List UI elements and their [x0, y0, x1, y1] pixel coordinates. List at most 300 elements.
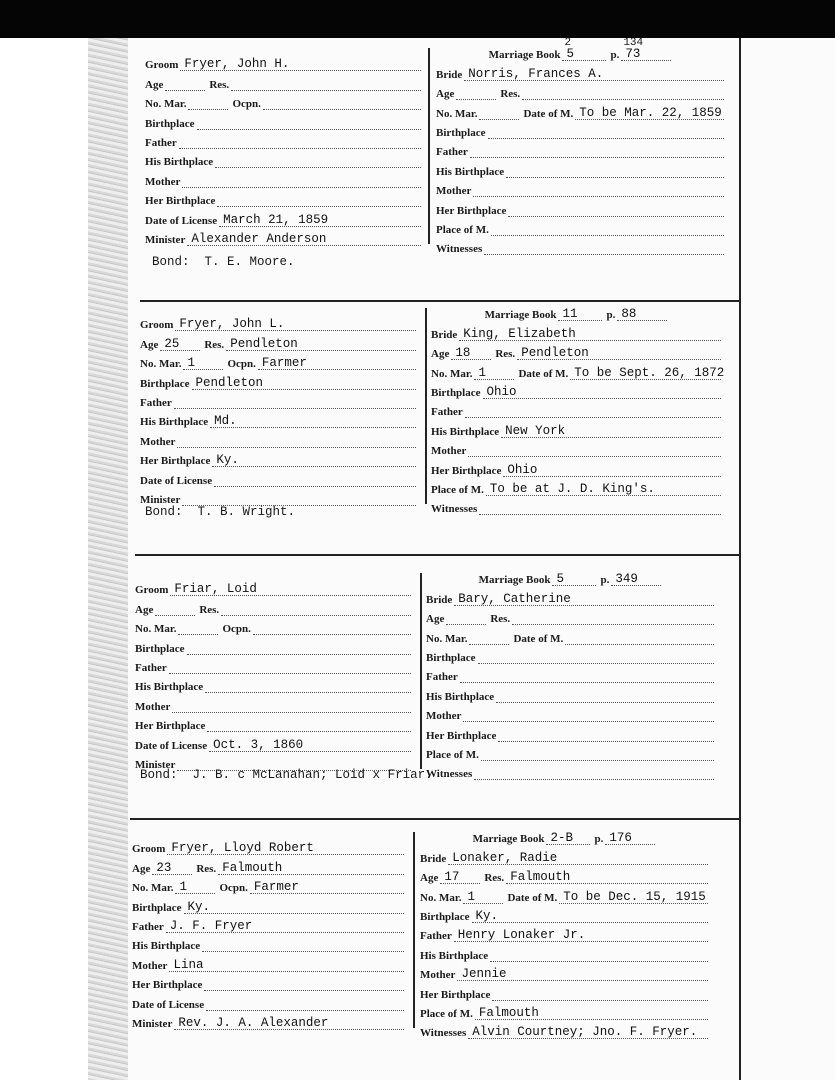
bride-column — [420, 826, 712, 1039]
groom-field-row — [145, 149, 425, 168]
page-note: 134 — [623, 37, 644, 50]
bride-her-birthplace-field — [508, 202, 724, 217]
groom-res-value: Pendleton — [230, 336, 298, 351]
minister-label: Minister — [135, 758, 176, 771]
groom-birthplace-value: Ky. — [187, 899, 211, 914]
bride-age-value: 18 — [455, 346, 471, 361]
no-mar-label: No. Mar. — [426, 632, 468, 645]
groom-birthplace-field — [192, 375, 417, 390]
bride-column — [436, 37, 728, 256]
bride-age-field — [440, 869, 480, 884]
groom-ocpn-field — [263, 95, 421, 110]
bride-place-of-m-field — [481, 746, 714, 761]
groom-res-field — [221, 601, 411, 616]
bride-birthplace-value: Ky. — [475, 908, 499, 923]
bride-field-row — [420, 845, 712, 864]
bride-field-row — [426, 703, 718, 722]
bride-name-field — [448, 850, 708, 865]
bride-field-row — [436, 81, 728, 100]
bride-his-birthplace-field — [496, 688, 714, 703]
father-label: Father — [135, 661, 167, 674]
father-label: Father — [140, 396, 172, 409]
groom-field-row — [145, 227, 425, 246]
groom-field-row — [140, 487, 420, 506]
mother-label: Mother — [145, 175, 181, 188]
groom-his-birthplace-field — [210, 413, 416, 428]
scan-top-border — [0, 0, 835, 38]
no-mar-label: No. Mar. — [436, 107, 478, 120]
groom-minister-field — [174, 1015, 404, 1030]
bride-father-field — [454, 927, 708, 942]
birthplace-label: Birthplace — [420, 910, 470, 923]
bride-father-value: Henry Lonaker Jr. — [457, 928, 586, 943]
his-birthplace-label: His Birthplace — [420, 949, 489, 962]
groom-age-field — [165, 76, 205, 91]
groom-field-row — [140, 467, 420, 486]
groom-field-row — [145, 168, 425, 187]
bride-res-field — [512, 610, 714, 625]
bride-mother-field — [473, 182, 724, 197]
bride-field-row — [420, 981, 712, 1000]
marriage-book-header — [431, 302, 725, 321]
groom-field-row — [135, 732, 415, 751]
groom-father-field — [179, 134, 421, 149]
groom-father-field — [174, 394, 416, 409]
bride-label: Bride — [436, 68, 463, 81]
groom-field-row — [132, 836, 408, 855]
bride-field-row — [431, 477, 725, 496]
bride-place-of-m-field — [475, 1005, 708, 1020]
groom-his-birthplace-field — [205, 678, 411, 693]
place-of-m-label: Place of M. — [426, 748, 479, 761]
bride-his-birthplace-field — [490, 947, 708, 962]
bride-name-field — [454, 591, 714, 606]
res-label: Res. — [490, 613, 511, 626]
bride-birthplace-value: Ohio — [486, 384, 517, 399]
his-birthplace-label: His Birthplace — [426, 690, 495, 703]
groom-father-field — [169, 659, 411, 674]
page-field — [605, 830, 655, 845]
groom-field-row — [132, 991, 408, 1010]
bride-field-row — [431, 321, 725, 340]
groom-birthplace-field — [187, 640, 412, 655]
scan-card-edge — [88, 38, 128, 1080]
father-label: Father — [132, 920, 164, 933]
groom-date-of-license-value: March 21, 1859 — [223, 212, 329, 227]
bride-field-row — [436, 100, 728, 119]
groom-date-of-license-field — [209, 737, 411, 752]
groom-field-row — [145, 110, 425, 129]
groom-minister-field — [182, 491, 416, 506]
date-of-license-label: Date of License — [135, 739, 208, 752]
bride-witnesses-field — [484, 240, 724, 255]
groom-field-row — [135, 674, 415, 693]
bride-place-of-m-value: Falmouth — [478, 1005, 539, 1020]
page-value: 349 — [615, 572, 638, 587]
bride-father-field — [470, 143, 724, 158]
bride-mother-value: Jennie — [461, 967, 507, 982]
bride-mother-field — [457, 966, 708, 981]
bride-res-field — [506, 869, 708, 884]
bride-field-row — [426, 742, 718, 761]
card-separator — [135, 554, 740, 556]
bride-label: Bride — [420, 852, 447, 865]
groom-birthplace-value: Pendleton — [195, 375, 264, 390]
groom-field-row — [140, 370, 420, 389]
groom-minister-value: Rev. J. A. Alexander — [178, 1015, 329, 1030]
groom-mother-field — [182, 173, 421, 188]
res-label: Res. — [484, 872, 505, 885]
place-of-m-label: Place of M. — [436, 223, 489, 236]
groom-her-birthplace-field — [204, 976, 404, 991]
bride-age-field — [446, 610, 486, 625]
groom-field-row — [132, 894, 408, 913]
groom-age-field — [160, 336, 200, 351]
her-birthplace-label: Her Birthplace — [426, 729, 497, 742]
groom-age-value: 25 — [164, 336, 180, 351]
bride-res-field — [517, 345, 721, 360]
her-birthplace-label: Her Birthplace — [436, 204, 507, 217]
bride-witnesses-field — [479, 500, 721, 515]
groom-ocpn-field — [253, 620, 411, 635]
bride-field-row — [420, 1001, 712, 1020]
bride-field-row — [426, 625, 718, 644]
father-label: Father — [431, 406, 463, 419]
marriage-book-value: 11 — [562, 307, 578, 322]
marriage-book-label: Marriage Book — [472, 833, 545, 846]
groom-father-value: J. F. Fryer — [169, 918, 253, 933]
bride-res-value: Pendleton — [521, 346, 589, 361]
bride-no-mar-value: 1 — [478, 365, 486, 380]
mother-label: Mother — [135, 700, 171, 713]
mother-label: Mother — [132, 959, 168, 972]
bride-birthplace-field — [483, 384, 722, 399]
groom-ocpn-value: Farmer — [261, 356, 307, 371]
bride-field-row — [426, 664, 718, 683]
bride-field-row — [426, 586, 718, 605]
age-label: Age — [420, 872, 439, 885]
father-label: Father — [436, 146, 468, 159]
father-label: Father — [420, 930, 452, 943]
witnesses-label: Witnesses — [426, 768, 473, 781]
marriage-book-field — [558, 306, 602, 321]
groom-mother-field — [169, 957, 404, 972]
groom-mother-field — [177, 433, 416, 448]
her-birthplace-label: Her Birthplace — [420, 988, 491, 1001]
bride-birthplace-field — [472, 908, 709, 923]
his-birthplace-label: His Birthplace — [145, 156, 214, 169]
age-label: Age — [140, 338, 159, 351]
marriage-book-header — [436, 37, 728, 62]
bride-witnesses-field — [468, 1024, 708, 1039]
groom-field-row — [140, 448, 420, 467]
bride-date-of-m-field — [565, 630, 714, 645]
bride-age-value: 17 — [444, 870, 460, 885]
bride-date-of-m-field — [559, 889, 708, 904]
no-mar-label: No. Mar. — [132, 882, 174, 895]
bride-birthplace-field — [488, 124, 725, 139]
groom-field-row — [140, 428, 420, 447]
ocpn-label: Ocpn. — [227, 358, 256, 371]
groom-field-row — [145, 91, 425, 110]
birthplace-label: Birthplace — [145, 117, 195, 130]
father-label: Father — [426, 671, 458, 684]
groom-no-mar-field — [175, 879, 215, 894]
res-label: Res. — [495, 348, 516, 361]
witnesses-label: Witnesses — [420, 1027, 467, 1040]
groom-his-birthplace-field — [215, 153, 421, 168]
bride-no-mar-value: 1 — [467, 889, 475, 904]
bride-field-row — [436, 158, 728, 177]
date-of-m-label: Date of M. — [513, 632, 564, 645]
bond-label: Bond: — [145, 505, 183, 519]
bride-label: Bride — [431, 328, 458, 341]
bride-field-row — [431, 496, 725, 515]
bride-mother-field — [468, 442, 721, 457]
bride-name-field — [459, 326, 721, 341]
groom-her-birthplace-value: Ky. — [216, 453, 239, 468]
marriage-book-field — [562, 37, 606, 62]
his-birthplace-label: His Birthplace — [135, 681, 204, 694]
birthplace-label: Birthplace — [135, 642, 185, 655]
bride-date-of-m-value: To be Dec. 15, 1915 — [563, 889, 706, 904]
groom-label: Groom — [132, 843, 166, 856]
groom-name-value: Fryer, John H. — [184, 57, 290, 72]
groom-birthplace-field — [184, 899, 405, 914]
page-value: 88 — [621, 307, 637, 322]
groom-field-row — [145, 188, 425, 207]
bride-field-row — [420, 923, 712, 942]
bride-field-row — [420, 904, 712, 923]
marriage-book-value: 2-B — [550, 831, 573, 846]
groom-column — [140, 312, 420, 506]
bride-field-row — [431, 399, 725, 418]
minister-label: Minister — [145, 233, 186, 246]
bride-field-row — [436, 120, 728, 139]
groom-his-birthplace-value: Md. — [214, 414, 237, 429]
her-birthplace-label: Her Birthplace — [145, 195, 216, 208]
his-birthplace-label: His Birthplace — [132, 940, 201, 953]
age-label: Age — [436, 88, 455, 101]
bride-column — [431, 302, 725, 515]
groom-age-value: 23 — [156, 860, 172, 875]
column-divider — [420, 573, 422, 769]
age-label: Age — [145, 78, 164, 91]
bride-field-row — [426, 722, 718, 741]
bride-father-field — [460, 668, 714, 683]
birthplace-label: Birthplace — [431, 386, 481, 399]
bride-field-row — [426, 606, 718, 625]
page-field — [617, 306, 667, 321]
groom-field-row — [132, 1011, 408, 1030]
bride-his-birthplace-field — [501, 423, 721, 438]
marriage-book-label: Marriage Book — [488, 49, 561, 62]
bride-field-row — [431, 438, 725, 457]
bride-her-birthplace-value: Ohio — [507, 462, 538, 477]
page-value: 176 — [609, 831, 632, 846]
bride-no-mar-field — [469, 630, 509, 645]
her-birthplace-label: Her Birthplace — [431, 464, 502, 477]
groom-ocpn-field — [258, 355, 416, 370]
marriage-book-value: 5 — [556, 572, 564, 587]
bond-value: J. B. c McLanahan; Loid x Friar. — [192, 768, 433, 782]
marriage-book-header — [420, 826, 712, 845]
bride-field-row — [426, 761, 718, 780]
marriage-book-value: 5 — [566, 47, 574, 62]
groom-her-birthplace-field — [217, 192, 421, 207]
marriage-book-header — [426, 567, 718, 586]
groom-ocpn-field — [250, 879, 404, 894]
bride-age-field — [456, 85, 496, 100]
bride-field-row — [436, 178, 728, 197]
bride-label: Bride — [426, 593, 453, 606]
bride-field-row — [420, 1020, 712, 1039]
groom-minister-value: Alexander Anderson — [191, 231, 327, 246]
bond-line — [140, 768, 433, 782]
groom-no-mar-field — [178, 620, 218, 635]
bride-date-of-m-value: To be Sept. 26, 1872 — [574, 365, 725, 380]
groom-field-row — [140, 312, 420, 331]
groom-name-value: Fryer, John L. — [179, 317, 285, 332]
bride-age-field — [451, 345, 491, 360]
bride-her-birthplace-field — [503, 462, 721, 477]
no-mar-label: No. Mar. — [431, 367, 473, 380]
her-birthplace-label: Her Birthplace — [132, 979, 203, 992]
groom-field-row — [135, 577, 415, 596]
bride-field-row — [431, 341, 725, 360]
birthplace-label: Birthplace — [436, 126, 486, 139]
res-label: Res. — [500, 88, 521, 101]
bride-place-of-m-value: To be at J. D. King's. — [489, 481, 655, 496]
groom-field-row — [135, 713, 415, 732]
page-label: p. — [594, 833, 604, 846]
groom-name-field — [175, 316, 416, 331]
page-value: 73 — [625, 47, 641, 62]
bride-field-row — [426, 645, 718, 664]
his-birthplace-label: His Birthplace — [436, 165, 505, 178]
ocpn-label: Ocpn. — [232, 98, 261, 111]
marriage-book-note: 2 — [564, 37, 572, 50]
groom-father-field — [166, 918, 404, 933]
groom-field-row — [132, 914, 408, 933]
bride-his-birthplace-field — [506, 163, 724, 178]
groom-field-row — [132, 972, 408, 991]
groom-field-row — [140, 331, 420, 350]
groom-res-field — [218, 860, 404, 875]
bride-field-row — [436, 236, 728, 255]
groom-field-row — [140, 351, 420, 370]
bride-his-birthplace-value: New York — [505, 423, 566, 438]
page-label: p. — [600, 574, 610, 587]
groom-his-birthplace-field — [202, 937, 404, 952]
groom-field-row — [135, 635, 415, 654]
his-birthplace-label: His Birthplace — [140, 416, 209, 429]
groom-minister-field — [187, 231, 421, 246]
bond-value: T. E. Moore. — [204, 255, 295, 269]
groom-column — [145, 52, 425, 246]
mother-label: Mother — [426, 710, 462, 723]
groom-field-row — [140, 390, 420, 409]
groom-res-value: Falmouth — [222, 860, 283, 875]
date-of-m-label: Date of M. — [518, 367, 569, 380]
groom-name-field — [167, 840, 404, 855]
age-label: Age — [431, 348, 450, 361]
date-of-license-label: Date of License — [140, 474, 213, 487]
groom-date-of-license-field — [206, 996, 404, 1011]
groom-her-birthplace-field — [212, 452, 416, 467]
bride-no-mar-field — [463, 889, 503, 904]
bride-field-row — [431, 360, 725, 379]
bride-date-of-m-field — [575, 105, 724, 120]
res-label: Res. — [204, 338, 225, 351]
bride-witnesses-value: Alvin Courtney; Jno. F. Fryer. — [472, 1025, 698, 1040]
bride-field-row — [431, 418, 725, 437]
groom-her-birthplace-field — [207, 717, 411, 732]
groom-field-row — [135, 596, 415, 615]
groom-name-value: Friar, Loid — [174, 582, 257, 597]
groom-no-mar-field — [183, 355, 223, 370]
her-birthplace-label: Her Birthplace — [135, 720, 206, 733]
bride-column — [426, 567, 718, 780]
date-of-m-label: Date of M. — [523, 107, 574, 120]
minister-label: Minister — [132, 1017, 173, 1030]
groom-field-row — [132, 952, 408, 971]
date-of-license-label: Date of License — [145, 214, 218, 227]
groom-field-row — [145, 130, 425, 149]
groom-name-value: Fryer, Lloyd Robert — [171, 841, 314, 856]
bride-name-value: Bary, Catherine — [458, 591, 571, 606]
marriage-book-field — [546, 830, 590, 845]
groom-res-field — [231, 76, 421, 91]
birthplace-label: Birthplace — [426, 651, 476, 664]
res-label: Res. — [209, 78, 230, 91]
column-divider — [413, 832, 415, 1028]
groom-age-field — [152, 860, 192, 875]
bride-field-row — [436, 197, 728, 216]
bride-father-field — [465, 403, 721, 418]
father-label: Father — [145, 136, 177, 149]
mother-label: Mother — [436, 185, 472, 198]
groom-date-of-license-field — [219, 212, 421, 227]
mother-label: Mother — [140, 435, 176, 448]
groom-field-row — [132, 875, 408, 894]
marriage-book-label: Marriage Book — [484, 309, 557, 322]
groom-date-of-license-value: Oct. 3, 1860 — [213, 737, 304, 752]
res-label: Res. — [199, 603, 220, 616]
bride-res-field — [522, 85, 724, 100]
bride-name-value: King, Elizabeth — [463, 326, 576, 341]
bride-date-of-m-value: To be Mar. 22, 1859 — [579, 105, 722, 120]
groom-label: Groom — [145, 59, 179, 72]
groom-field-row — [140, 409, 420, 428]
bride-her-birthplace-field — [492, 986, 708, 1001]
bride-mother-field — [463, 707, 714, 722]
mother-label: Mother — [420, 969, 456, 982]
place-of-m-label: Place of M. — [420, 1007, 473, 1020]
groom-birthplace-field — [197, 115, 422, 130]
groom-column — [135, 577, 415, 771]
page-right-border — [739, 38, 741, 1080]
groom-no-mar-field — [188, 95, 228, 110]
bride-name-field — [464, 66, 724, 81]
bride-name-value: Lonaker, Radie — [452, 850, 558, 865]
birthplace-label: Birthplace — [132, 901, 182, 914]
groom-field-row — [145, 71, 425, 90]
witnesses-label: Witnesses — [431, 503, 478, 516]
bride-field-row — [431, 457, 725, 476]
marriage-book-field — [552, 571, 596, 586]
his-birthplace-label: His Birthplace — [431, 425, 500, 438]
